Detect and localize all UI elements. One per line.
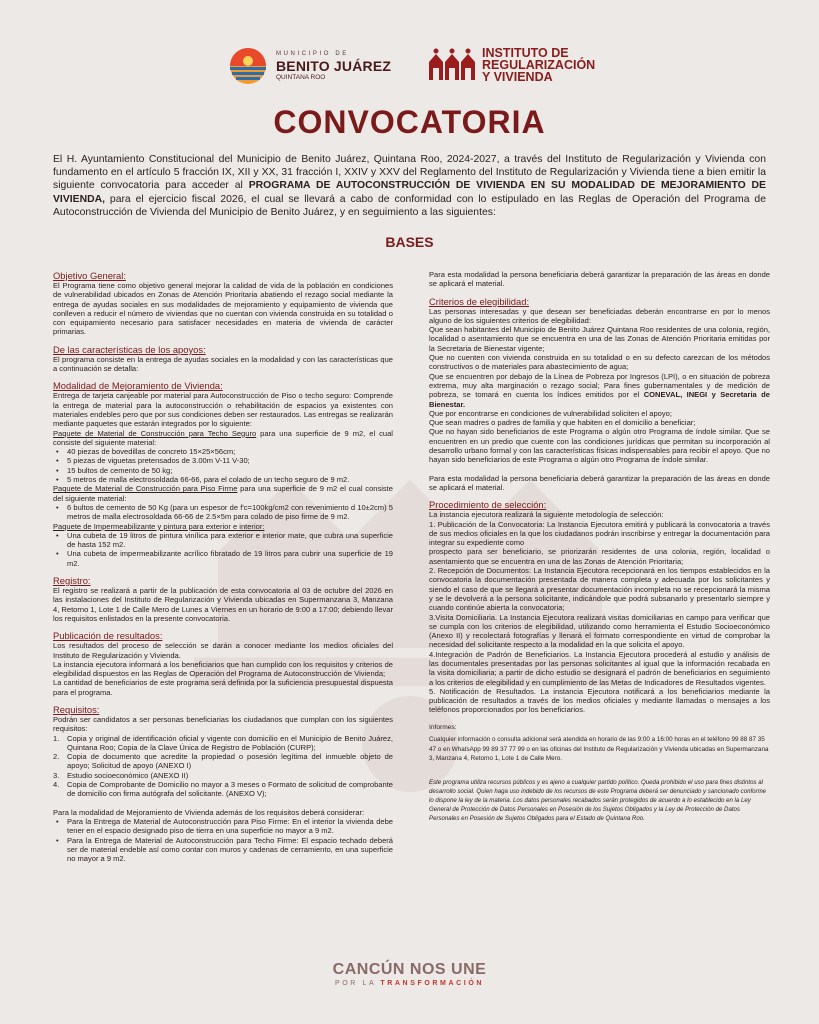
bj-logo-state: QUINTANA ROO	[276, 74, 326, 81]
list-text: Copia y original de identificación oficial y vigente con domicilio en el Municipio de Benito Juárez, Quintana Roo; Copia de la Clave Única de Registro de Población (CURP);	[67, 733, 393, 752]
irv-logo-line3: Y VIVIENDA	[482, 70, 553, 84]
irv-logo	[428, 44, 628, 88]
objetivo-text: El Programa tiene como objetivo general mejorar la calidad de vida de la población en condiciones de vulnerabilidad ubicados en Zonas de Atención Prioritaria abatiendo el rezago social mediante la entrega de ayudas sociales en sus modalidades de mejoramiento y equipamiento de vivienda que conlleven a reducir el número de viviendas que no cuentan con vivienda construida en su totalidad o con equipamiento necesario para satisfacer necesidades en materia de vivienda de carácter primarias.	[53, 281, 393, 337]
left-column	[53, 270, 393, 863]
bj-logo-small-text: MUNICIPIO DE	[276, 51, 349, 57]
publicacion-text-3: La cantidad de beneficiarios de este programa será definida por la suficiencia presupuestal dispuesta para el programa.	[53, 678, 393, 697]
criterio-3	[429, 372, 770, 409]
right-column	[429, 270, 770, 823]
registro-title: Registro:	[53, 575, 91, 587]
list-item: • 40 piezas de bovedillas de concreto 15×25×56cm;	[53, 447, 393, 456]
list-item	[53, 780, 393, 799]
list-text: Estudio socioeconómico (ANEXO II)	[67, 770, 189, 780]
requisitos-text: Podrán ser candidatos a ser personas beneficiarias los ciudadanos que cumplan con los siguientes requisitos:	[53, 714, 393, 734]
bases-heading: BASES	[385, 234, 434, 250]
slogan-sub-bold: TRANSFORMACIÓN	[380, 980, 485, 987]
publicacion-text-2: La instancia ejecutora informará a los beneficiarios que han cumplido con los requisitos y criterios de elegibilidad dispuestos en las Reglas de Operación del Programa de Autoconstrucción de Vivienda;	[53, 659, 393, 679]
paquete1-list	[53, 447, 393, 484]
list-number: 4.	[53, 780, 60, 790]
disclaimer-text: Este programa utiliza recursos públicos y es ajeno a cualquier partido político. Queda prohibido el uso para fines distintos al desarrollo social. Quien haga uso indebido de los recursos de este Programa deberá ser denunciado y sancionado conforme lo dispone la ley de la materia. Los datos personales recabados serán protegidos de acuerdo a lo establecido en la Ley General de Protección de Datos Personales en Posesión de los Sujetos Obligados y la Ley de Protección de Datos Personales en Posesión de Sujetos Obligados para el Estado de Quintana Roo.	[429, 778, 767, 823]
houses-emblem-icon	[428, 48, 478, 82]
paquete2-list	[53, 503, 393, 522]
list-number: 3.	[53, 770, 60, 780]
list-item: • 5 metros de malla electrosoldada 66-66, para el colado de un techo seguro de 9 m2.	[53, 475, 393, 484]
irv-logo-text	[482, 47, 595, 83]
paquete1-title: Paquete de Material de Construcción para Techo Seguro	[53, 428, 257, 438]
footer-slogan	[0, 961, 819, 987]
list-item	[53, 752, 393, 771]
intro-part2: para el ejercicio fiscal 2026, el cual se llevará a cabo de conformidad con lo estipulado en las Reglas de Operación del Programa de Autoconstrucción de Vivienda del Municipio de Benito Juárez, y en seguimiento a las siguientes:	[53, 193, 766, 218]
list-text: Copia de documento que acredite la propiedad o posesión legítima del inmueble objeto de apoyo; Solicitud de apoyo (ANEXO I)	[67, 752, 393, 771]
criterio-3-bold: CONEVAL, INEGI y Secretaria de Bienestar.	[429, 390, 770, 409]
slogan-sub-prefix: POR LA	[334, 980, 381, 987]
benito-juarez-logo	[228, 44, 392, 88]
criterio-6: Que no hayan sido beneficiarios de este Programa o algún otro Programa de índole similar. Que se encuentren en un predio que cuente con las condiciones jurídicas que permitan su incorporación al desarrollo urbano formal y con las características físicas indispensables para recibir el apoyo. Que no hayan sido beneficiarios de este Programa o algún otro Programa de índole similar.	[429, 427, 770, 465]
registro-text: El registro se realizará a partir de la publicación de esta convocatoria al 03 de octubre del 2026 en las instalaciones del Instituto de Regularización y Vivienda ubicadas en Supermanzana 3, Manzana 4, Retorno 1, Lote 1 de Calle Mero de Lunes a Viernes en un horario de 9:00 a 17:00; debiendo llevar los requisitos enlistados en la presente convocatoria.	[53, 586, 393, 623]
list-text: Copia de Comprobante de Domicilio no mayor a 3 meses o Formato de solicitud de comprobante de domicilio con firma autógrafa del solicitante. (ANEXO V);	[67, 780, 393, 799]
list-number: 2.	[53, 752, 60, 762]
spacer	[53, 799, 393, 808]
procedimiento-3: 3.Visita Domiciliaria. La Instancia Ejecutora realizará visitas domiciliarias en campo para verificar que se cumpla con los criterios de elegibilidad, utilizando como herramienta el Estudio Socioeconómico (Anexo II) y recolectará fotografías y llenará el formato correspondiente en virtud de comprobar la necesidad del solicitante respecto a la modalidad en la que solicita el apoyo.	[429, 612, 770, 650]
list-number: 1.	[53, 733, 60, 743]
publicacion-text-1: Los resultados del proceso de selección se darán a conocer mediante los medios oficiales del Instituto de Regularización y Vivienda.	[53, 641, 393, 660]
header	[0, 44, 819, 88]
sun-emblem-icon	[228, 46, 268, 86]
paquete1-text: para una superficie de 9 m2, el cual consiste del siguiente material:	[53, 428, 393, 447]
modalidad-title: Modalidad de Mejoramiento de Vivienda:	[53, 380, 223, 392]
procedimiento-1: 1. Publicación de la Convocatoria: La Instancia Ejecutora emitirá y publicará la convocatoria a través de sus medios oficiales en la que los ciudadanos podrán inscribirse y entregar la documentación para integrar su expediente como	[429, 519, 770, 548]
page-title: CONVOCATORIA	[273, 104, 546, 140]
intro-paragraph	[53, 153, 766, 219]
requisitos-title: Requisitos:	[53, 703, 100, 715]
criterio-4: Que por encontrarse en condiciones de vulnerabilidad soliciten el apoyo;	[429, 408, 672, 418]
procedimiento-title: Procedimiento de selección:	[429, 499, 547, 511]
paquete3-title: Paquete de Impermeabilizante y pintura para exterior e interior:	[53, 521, 265, 531]
procedimiento-4: 4.Integración de Padrón de Beneficiarios. La Instancia Ejecutora procederá al estudio y análisis de las documentales presentadas por las personas solicitantes al igual que la información recabada en la visita domiciliaria; a partir de dicho estudio se designará el padrón de beneficiarios en seguimiento a los criterios de elegibilidad y en cumplimiento de las Metas de Indicadores de Resultados vigentes.	[429, 649, 770, 687]
list-item: • 15 bultos de cemento de 50 kg;	[53, 466, 393, 475]
informes-text: Cualquier información o consulta adicional será atendida en horario de las 9:00 a 16:00 horas en el teléfono 99 88 87 35 47 o en WhatsApp 99 89 37 77 99 o en las oficinas del Instituto de Regularización y Vivienda ubicadas en Supermanzana 3, Manzana 4, Retorno 1, Lote 1 de Calle Mero.	[429, 736, 769, 763]
objetivo-title: Objetivo General:	[53, 270, 126, 281]
modalidad-req-list	[53, 817, 393, 863]
slogan-main: CANCÚN NOS UNE	[332, 961, 487, 978]
criterio-7: Para esta modalidad la persona beneficiaria deberá garantizar la preparación de las áreas en donde se aplicará el material.	[429, 473, 770, 492]
intro-part1: El H. Ayuntamiento Constitucional del Municipio de Benito Juárez, Quintana Roo, 2024-2027, a través del Instituto de Regularización y Vivienda con fundamento en el artículo 5 fracción IX, XII y XX, 31 fracción I, XXIV y XXV del Reglamento del Instituto de Regularización y Vivienda tiene a bien emitir la siguiente convocatoria para acceder al	[53, 154, 766, 192]
criterio-1: Que sean habitantes del Municipio de Benito Juárez Quintana Roo residentes de una colonia, región, localidad o asentamiento que se encuentra en una de las Zonas de Atención Prioritaria emitidas por la Secretaria de Bienestar vigente;	[429, 325, 770, 353]
publicacion-title: Publicación de resultados:	[53, 630, 163, 642]
caracteristicas-text: El programa consiste en la entrega de ayudas sociales en la modalidad y con las características que a continuación se detalla:	[53, 354, 393, 374]
spacer	[429, 465, 770, 474]
procedimiento-2: 2. Recepción de Documentos: La Instancia Ejecutora recepcionará en los tiempos establecidos en la convocatoria la documentación presentada de manera completa y adecuada por los solicitantes y siendo el caso de que se llegará a presentar documentación incompleta no se recepcionará la misma y se le devolverá a la persona solicitante, indicándole que podrá subsanarlo y presentarlo siempre y cuando continúe abierta la convocatoria;	[429, 566, 770, 613]
list-item: • Una cubeta de impermeabilizante acrílico fibratado de 19 litros para cubrir una superficie de 19 m2.	[53, 549, 393, 568]
criterios-intro: Las personas interesadas y que desean ser beneficiadas deberán encontrarse en por lo menos alguno de los siguientes criterios de elegibilidad:	[429, 306, 770, 325]
criterio-5: Que sean madres o padres de familia y que habiten en el domicilio a beneficiar;	[429, 418, 696, 428]
list-item: • Una cubeta de 19 litros de pintura vinílica para exterior e interior mate, que cubra una superficie de hasta 152 m2.	[53, 531, 393, 550]
procedimiento-1b: prospecto para ser beneficiario, se priorizarán residentes de una colonia, región, localidad o asentamiento que se encuentra en una de las Zonas de Atención Prioritaria;	[429, 547, 770, 566]
criterio-2: Que no cuenten con vivienda construida en su totalidad o en su defecto carezcan de los métodos constructivos o de materiales para abastecimiento de agua;	[429, 353, 770, 372]
procedimiento-5: 5. Notificación de Resultados. La instancia Ejecutora notificará a los beneficiarios mediante la publicación de resultados a través de los medios oficiales y mediante llamadas o mensajes a los teléfonos proporcionados por los beneficiarios.	[429, 686, 770, 715]
intro-program-name: PROGRAMA DE AUTOCONSTRUCCIÓN DE VIVIENDA EN SU MODALIDAD DE MEJORAMIENTO DE VIVIENDA,	[53, 180, 766, 205]
list-item: • Para la Entrega de Material de Autoconstrucción para Piso Firme: En el interior la vivienda debe tener en el espacio designado piso de tierra en una superficie no mayor a 9 m2.	[53, 817, 393, 836]
caracteristicas-title: De las características de los apoyos:	[53, 343, 206, 355]
right-intro-text: Para esta modalidad la persona beneficiaria deberá garantizar la preparación de las áreas en donde se aplicará el material.	[429, 270, 770, 289]
list-item: • 5 piezas de viguetas pretensados de 3.00m V-11 V-30;	[53, 456, 393, 465]
paquete2-heading	[53, 484, 393, 503]
list-item	[53, 734, 393, 753]
informes-title: Informes:	[429, 723, 457, 731]
paquete3-list	[53, 531, 393, 568]
bj-logo-name: BENITO JUÁREZ	[276, 58, 392, 74]
irv-logo-line2: REGULARIZACIÓN	[482, 58, 596, 72]
procedimiento-intro: La instancia ejecutora realizará la siguiente metodología de selección:	[429, 510, 664, 520]
paquete2-title: Paquete de Material de Construcción para Piso Firme	[53, 484, 238, 494]
modalidad-req-text: Para la modalidad de Mejoramiento de Vivienda además de los requisitos deberá considerar:	[53, 807, 365, 817]
criterios-title: Criterios de elegibilidad:	[429, 295, 530, 307]
paquete2-text: para una superficie de 9 m2 el cual consiste del siguiente material:	[53, 484, 393, 503]
list-item: • Para la Entrega de Material de Autoconstrucción para Techo Firme: El espacio techado deberá ser de material endeble así como contar con muros y cadenas de cerramiento, en una superficie no mayor a 9 m2.	[53, 836, 393, 864]
requisitos-list	[53, 734, 393, 799]
criterio-3-text: Que se encuentren por debajo de la Línea de Pobreza por Ingresos (LPI), o en situación de pobreza extrema, muy alta marginación o rezago social; Para fines gubernamentales y de medición de pobreza, se tomará en cuenta los índices emitidos por el	[429, 371, 770, 400]
slogan-sub	[0, 980, 819, 987]
list-item: • 6 bultos de cemento de 50 Kg (para un espesor de f'c=100kg/cm2 con revenimiento d 10±2cm) 5 metros de malla electrosoldada 66-66 de 2.5×5m para colado de piso firme de 9 m2.	[53, 503, 393, 522]
paquete1-heading	[53, 429, 393, 448]
list-item	[53, 771, 393, 780]
irv-logo-line1: INSTITUTO DE	[482, 46, 569, 60]
modalidad-text: Entrega de tarjeta canjeable por material para Autoconstrucción de Piso o techo seguro: Comprende la entrega de material para la autoconstrucción o rehabilitación de espacios ya existentes con materiales endebles pero que por sus condiciones deben ser restaurados. Las entregas se realizarán mediante paquetes que estarán integrados por lo siguiente:	[53, 391, 393, 429]
